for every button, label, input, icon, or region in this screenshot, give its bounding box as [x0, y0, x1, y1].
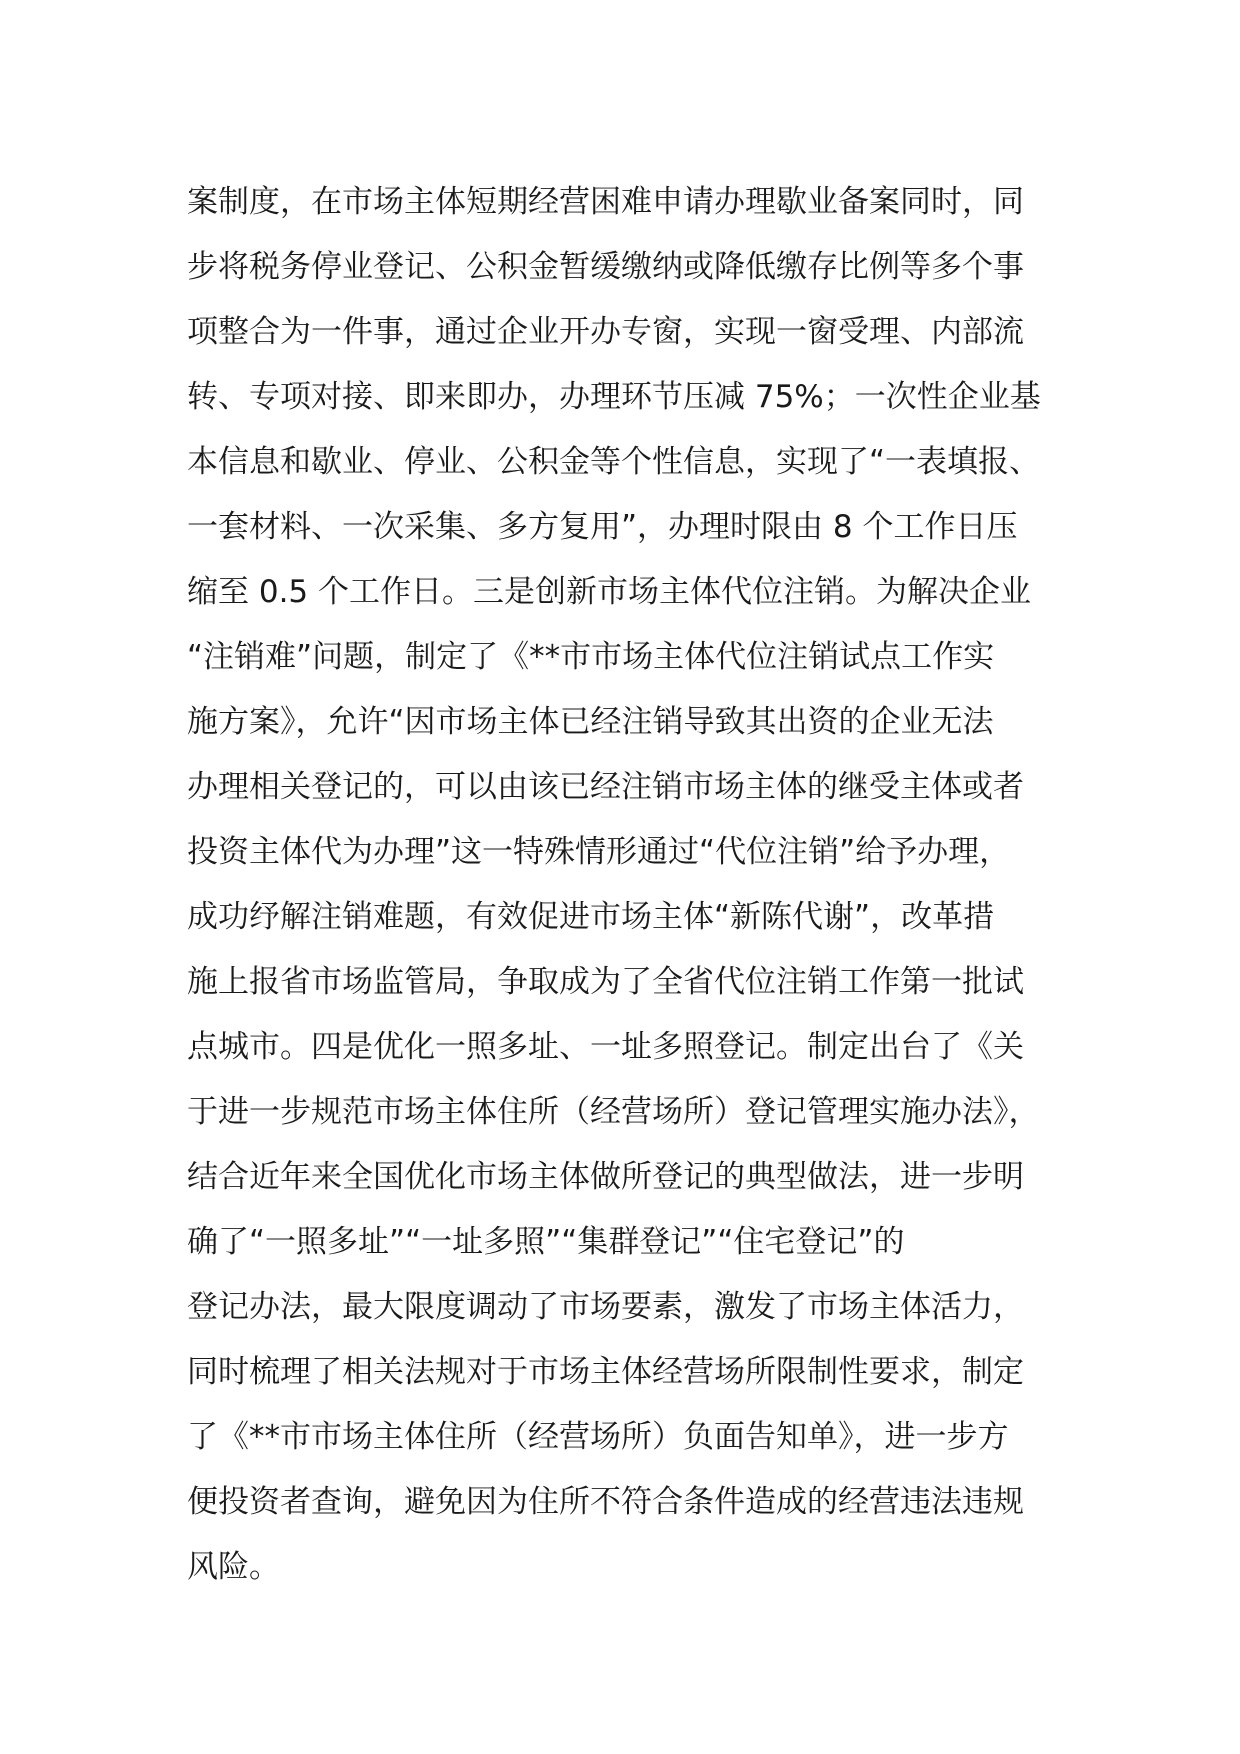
body-paragraph	[187, 170, 1087, 1600]
text-line-7: 缩至 0.5 个工作日。三是创新市场主体代位注销。为解决企业	[187, 574, 1032, 610]
text-line-14: 点城市。四是优化一照多址、一址多照登记。制定出台了《关	[187, 1029, 1024, 1065]
text-line-12: 成功纾解注销难题，有效促进市场主体“新陈代谢”，改革措	[187, 899, 995, 935]
text-line-11: 投资主体代为办理”这一特殊情形通过“代位注销”给予办理，	[187, 834, 1011, 870]
text-line-16: 结合近年来全国优化市场主体做所登记的典型做法，进一步明	[187, 1159, 1024, 1195]
text-line-15: 于进一步规范市场主体住所（经营场所）登记管理实施办法》，	[187, 1094, 1040, 1130]
text-line-17: 确了“一照多址”“一址多照”“集群登记”“住宅登记”的	[187, 1224, 905, 1260]
text-line-10: 办理相关登记的，可以由该已经注销市场主体的继受主体或者	[187, 769, 1024, 805]
text-line-2: 步将税务停业登记、公积金暂缓缴纳或降低缴存比例等多个事	[187, 249, 1024, 285]
text-line-20: 了《**市市场主体住所（经营场所）负面告知单》，进一步方	[187, 1419, 1009, 1455]
text-line-4: 转、专项对接、即来即办，办理环节压减 75%；一次性企业基	[187, 379, 1041, 415]
text-line-13: 施上报省市场监管局，争取成为了全省代位注销工作第一批试	[187, 964, 1024, 1000]
text-line-1: 案制度，在市场主体短期经营困难申请办理歇业备案同时，同	[187, 184, 1024, 220]
text-line-8: “注销难”问题，制定了《**市市场主体代位注销试点工作实	[187, 639, 995, 675]
text-line-21: 便投资者查询，避免因为住所不符合条件造成的经营违法违规	[187, 1484, 1024, 1520]
text-line-22: 风险。	[187, 1549, 280, 1585]
text-line-18: 登记办法，最大限度调动了市场要素，激发了市场主体活力，	[187, 1289, 1024, 1325]
text-line-9: 施方案》，允许“因市场主体已经注销导致其出资的企业无法	[187, 704, 994, 740]
text-line-6: 一套材料、一次采集、多方复用”，办理时限由 8 个工作日压	[187, 509, 1018, 545]
text-line-19: 同时梳理了相关法规对于市场主体经营场所限制性要求，制定	[187, 1354, 1024, 1390]
text-line-5: 本信息和歇业、停业、公积金等个性信息，实现了“一表填报、	[187, 444, 1041, 480]
text-line-3: 项整合为一件事，通过企业开办专窗，实现一窗受理、内部流	[187, 314, 1024, 350]
